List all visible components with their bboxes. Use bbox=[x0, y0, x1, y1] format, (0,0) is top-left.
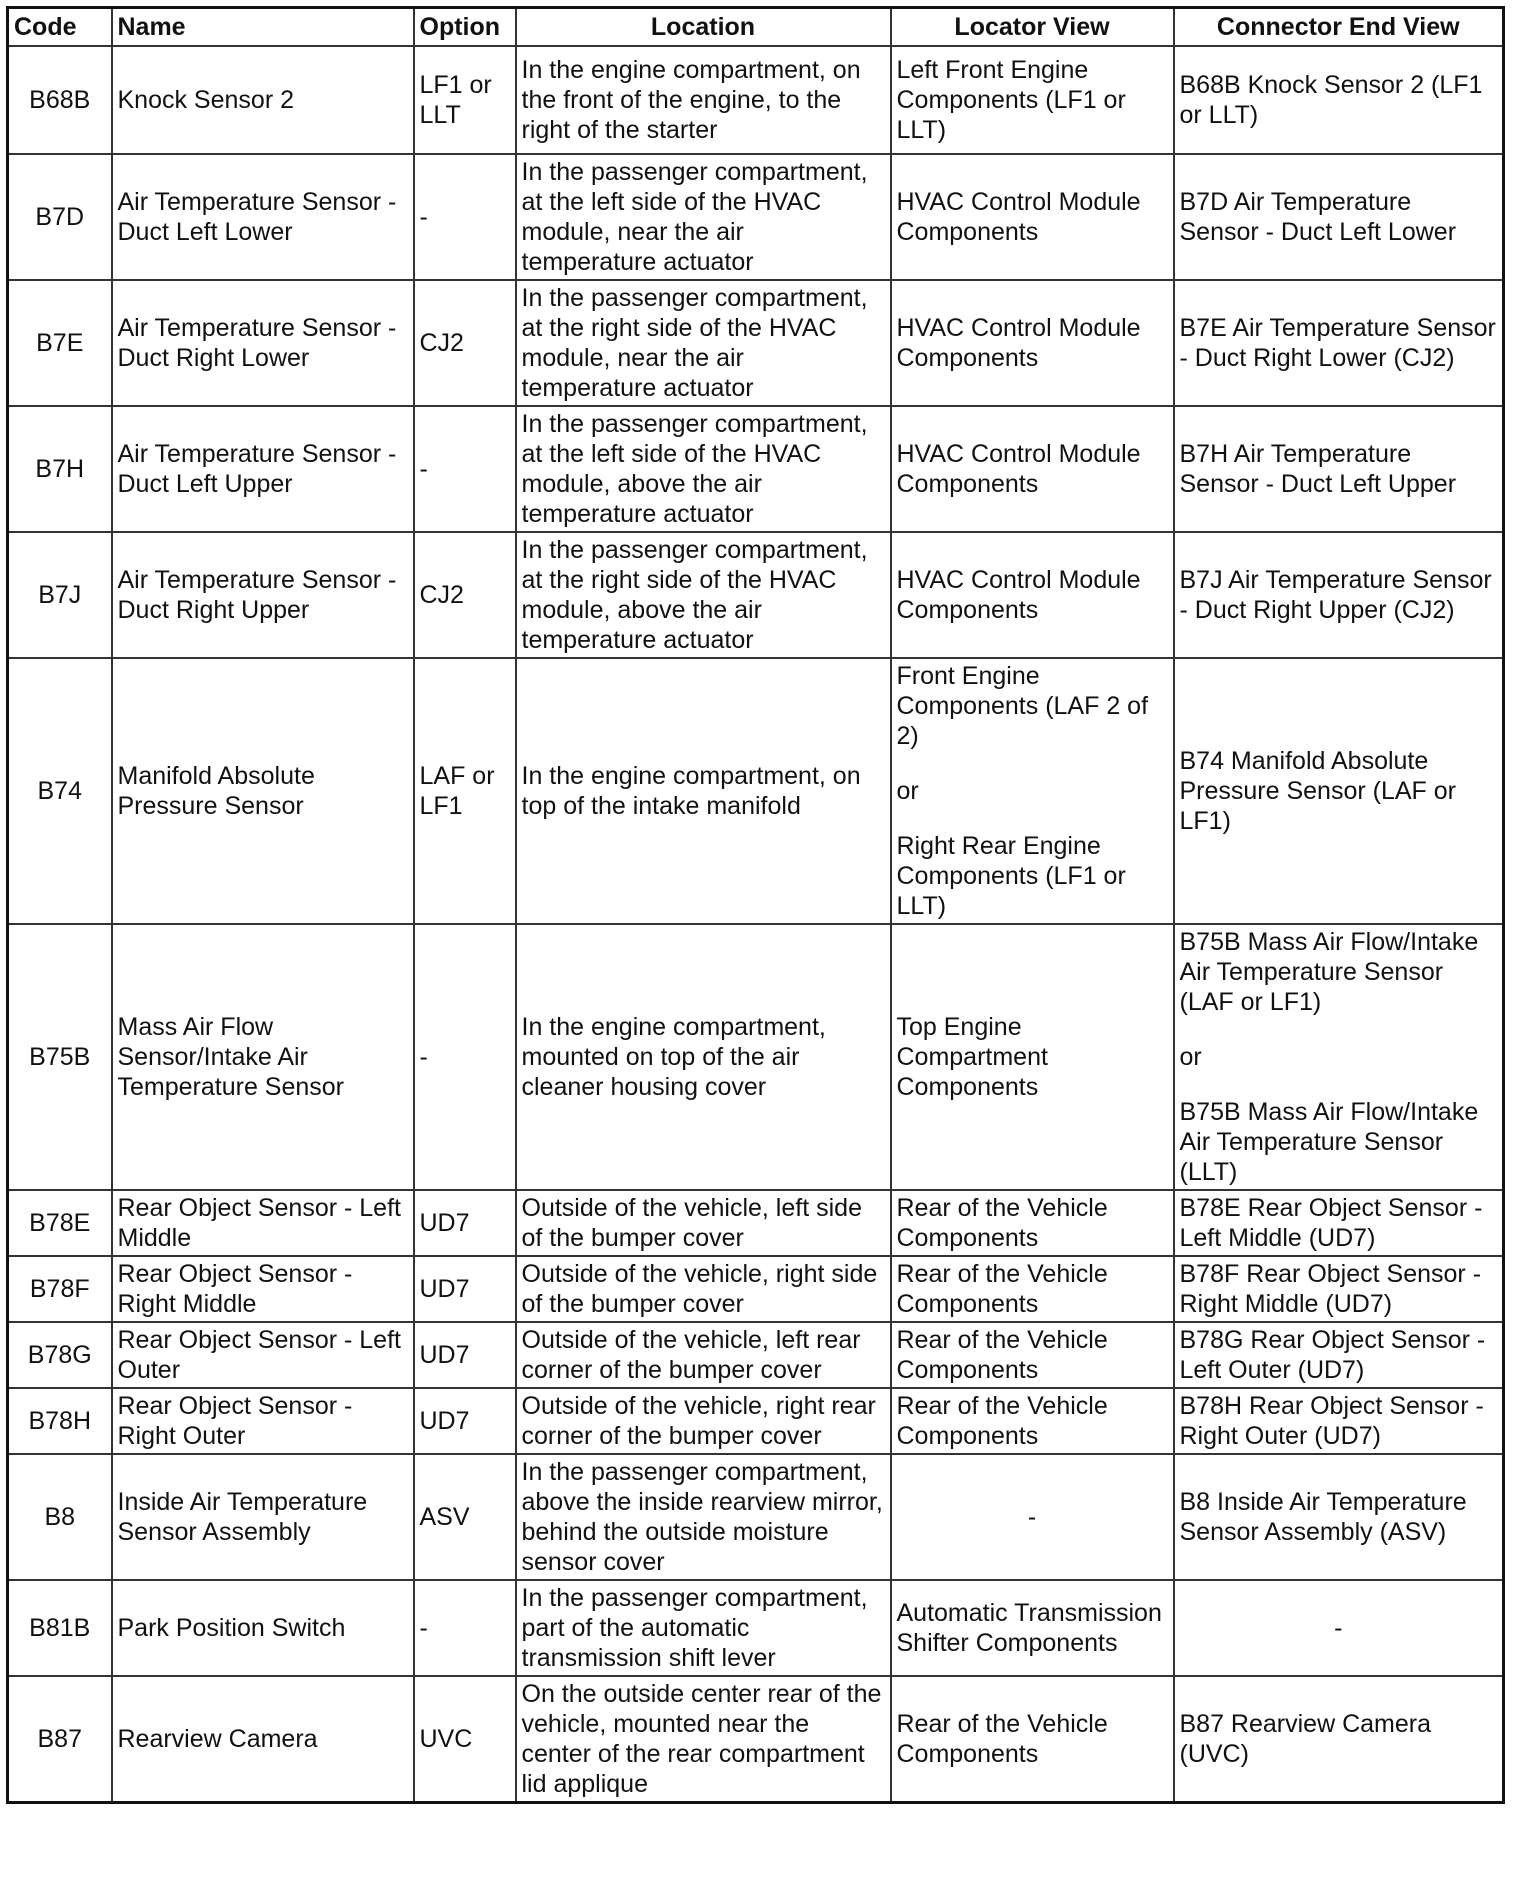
cell-location: Outside of the vehicle, left side of the bumper cover bbox=[516, 1190, 891, 1256]
cell-connector-end-view bbox=[1174, 1454, 1504, 1580]
cell-name: Manifold Absolute Pressure Sensor bbox=[112, 658, 414, 924]
cell-connector-end-view bbox=[1174, 154, 1504, 280]
cell-locator-view-line: Left Front Engine Components (LF1 or LLT) bbox=[896, 56, 1126, 144]
header-option: Option bbox=[414, 8, 516, 47]
cell-connector-end-view bbox=[1174, 406, 1504, 532]
header-locator-view: Locator View bbox=[891, 8, 1174, 47]
component-locator-table bbox=[6, 6, 1505, 1804]
cell-locator-view-line: Right Rear Engine Components (LF1 or LLT) bbox=[896, 832, 1126, 920]
table-row bbox=[8, 46, 1504, 154]
cell-code: B78H bbox=[8, 1388, 112, 1454]
paragraph-gap bbox=[1180, 1017, 1498, 1042]
cell-code: B8 bbox=[8, 1454, 112, 1580]
cell-locator-view bbox=[891, 1256, 1174, 1322]
cell-connector-end-view-line: B8 Inside Air Temperature Sensor Assembly (ASV) bbox=[1179, 1488, 1467, 1546]
cell-location: In the passenger compartment, part of the automatic transmission shift lever bbox=[516, 1580, 891, 1676]
cell-connector-end-view-line: B78F Rear Object Sensor - Right Middle (UD7) bbox=[1179, 1260, 1482, 1318]
cell-locator-view bbox=[891, 532, 1174, 658]
cell-connector-end-view bbox=[1174, 1190, 1504, 1256]
cell-locator-view-line: or bbox=[896, 777, 919, 805]
cell-code: B87 bbox=[8, 1676, 112, 1803]
header-code: Code bbox=[8, 8, 112, 47]
cell-connector-end-view bbox=[1174, 46, 1504, 154]
cell-connector-end-view-line: B75B Mass Air Flow/Intake Air Temperature Sensor (LAF or LF1) bbox=[1179, 928, 1479, 1016]
table-row bbox=[8, 1190, 1504, 1256]
cell-location: In the engine compartment, on top of the intake manifold bbox=[516, 658, 891, 924]
cell-option: - bbox=[414, 1580, 516, 1676]
cell-name: Knock Sensor 2 bbox=[112, 46, 414, 154]
cell-option: - bbox=[414, 154, 516, 280]
paragraph-gap bbox=[897, 806, 1168, 831]
cell-option: LF1 or LLT bbox=[414, 46, 516, 154]
cell-locator-view bbox=[891, 1322, 1174, 1388]
cell-code: B7H bbox=[8, 406, 112, 532]
cell-connector-end-view bbox=[1174, 532, 1504, 658]
cell-locator-view-line: Automatic Transmission Shifter Components bbox=[896, 1599, 1162, 1657]
cell-connector-end-view-line: B68B Knock Sensor 2 (LF1 or LLT) bbox=[1179, 71, 1483, 129]
cell-code: B7D bbox=[8, 154, 112, 280]
cell-locator-view-line: Rear of the Vehicle Components bbox=[896, 1710, 1108, 1768]
cell-locator-view-line: Rear of the Vehicle Components bbox=[896, 1260, 1108, 1318]
cell-name: Air Temperature Sensor - Duct Left Lower bbox=[112, 154, 414, 280]
cell-name: Rear Object Sensor - Left Middle bbox=[112, 1190, 414, 1256]
cell-location: On the outside center rear of the vehicle, mounted near the center of the rear compartment lid applique bbox=[516, 1676, 891, 1803]
cell-connector-end-view bbox=[1174, 1322, 1504, 1388]
cell-connector-end-view bbox=[1174, 280, 1504, 406]
cell-connector-end-view-line: B75B Mass Air Flow/Intake Air Temperature Sensor (LLT) bbox=[1179, 1098, 1479, 1186]
cell-location: Outside of the vehicle, right rear corner of the bumper cover bbox=[516, 1388, 891, 1454]
header-name: Name bbox=[112, 8, 414, 47]
table-row bbox=[8, 1388, 1504, 1454]
cell-name: Air Temperature Sensor - Duct Left Upper bbox=[112, 406, 414, 532]
table-row bbox=[8, 924, 1504, 1190]
cell-locator-view-line: HVAC Control Module Components bbox=[896, 188, 1141, 246]
table-row bbox=[8, 406, 1504, 532]
cell-connector-end-view-line: B78G Rear Object Sensor - Left Outer (UD7) bbox=[1179, 1326, 1486, 1384]
cell-locator-view-line: HVAC Control Module Components bbox=[896, 566, 1141, 624]
table-body bbox=[8, 46, 1504, 1803]
cell-connector-end-view bbox=[1174, 1388, 1504, 1454]
cell-option: UVC bbox=[414, 1676, 516, 1803]
cell-locator-view bbox=[891, 1190, 1174, 1256]
cell-location: In the engine compartment, on the front of the engine, to the right of the starter bbox=[516, 46, 891, 154]
cell-locator-view-line: Front Engine Components (LAF 2 of 2) bbox=[896, 662, 1149, 750]
cell-locator-view bbox=[891, 924, 1174, 1190]
table-row bbox=[8, 280, 1504, 406]
cell-locator-view-line: Rear of the Vehicle Components bbox=[896, 1326, 1108, 1384]
cell-location: Outside of the vehicle, left rear corner of the bumper cover bbox=[516, 1322, 891, 1388]
cell-locator-view bbox=[891, 1580, 1174, 1676]
cell-name: Rear Object Sensor - Right Middle bbox=[112, 1256, 414, 1322]
cell-connector-end-view-line: B74 Manifold Absolute Pressure Sensor (LAF or LF1) bbox=[1179, 747, 1456, 835]
cell-option: UD7 bbox=[414, 1190, 516, 1256]
cell-locator-view-line: HVAC Control Module Components bbox=[896, 440, 1141, 498]
cell-option: ASV bbox=[414, 1454, 516, 1580]
cell-name: Inside Air Temperature Sensor Assembly bbox=[112, 1454, 414, 1580]
cell-code: B78E bbox=[8, 1190, 112, 1256]
cell-connector-end-view-line: B78H Rear Object Sensor - Right Outer (UD7) bbox=[1179, 1392, 1484, 1450]
cell-location: In the passenger compartment, at the right side of the HVAC module, near the air temperature actuator bbox=[516, 280, 891, 406]
table-row bbox=[8, 1580, 1504, 1676]
paragraph-gap bbox=[897, 751, 1168, 776]
cell-locator-view bbox=[891, 154, 1174, 280]
cell-locator-view bbox=[891, 1454, 1174, 1580]
component-locator-table-wrapper bbox=[6, 6, 1502, 1804]
cell-locator-view-line: Top Engine Compartment Components bbox=[896, 1013, 1048, 1101]
cell-code: B74 bbox=[8, 658, 112, 924]
cell-locator-view bbox=[891, 46, 1174, 154]
cell-locator-view bbox=[891, 406, 1174, 532]
cell-option: CJ2 bbox=[414, 280, 516, 406]
cell-code: B75B bbox=[8, 924, 112, 1190]
cell-option: CJ2 bbox=[414, 532, 516, 658]
header-row bbox=[8, 8, 1504, 47]
table-row bbox=[8, 154, 1504, 280]
cell-connector-end-view-line: B7D Air Temperature Sensor - Duct Left Lower bbox=[1179, 188, 1457, 246]
cell-location: In the passenger compartment, above the inside rearview mirror, behind the outside moisture sensor cover bbox=[516, 1454, 891, 1580]
cell-location: Outside of the vehicle, right side of the bumper cover bbox=[516, 1256, 891, 1322]
cell-connector-end-view-line: B7H Air Temperature Sensor - Duct Left Upper bbox=[1179, 440, 1457, 498]
cell-connector-end-view-line: B7J Air Temperature Sensor - Duct Right Upper (CJ2) bbox=[1179, 566, 1492, 624]
cell-connector-end-view-line: B7E Air Temperature Sensor - Duct Right Lower (CJ2) bbox=[1179, 314, 1496, 372]
cell-connector-end-view bbox=[1174, 924, 1504, 1190]
cell-location: In the engine compartment, mounted on top of the air cleaner housing cover bbox=[516, 924, 891, 1190]
cell-name: Rearview Camera bbox=[112, 1676, 414, 1803]
cell-name: Park Position Switch bbox=[112, 1580, 414, 1676]
cell-option: UD7 bbox=[414, 1388, 516, 1454]
cell-code: B68B bbox=[8, 46, 112, 154]
cell-name: Air Temperature Sensor - Duct Right Upper bbox=[112, 532, 414, 658]
table-row bbox=[8, 1676, 1504, 1803]
cell-connector-end-view bbox=[1174, 658, 1504, 924]
cell-code: B78F bbox=[8, 1256, 112, 1322]
cell-option: UD7 bbox=[414, 1256, 516, 1322]
table-row bbox=[8, 658, 1504, 924]
cell-connector-end-view-line: or bbox=[1179, 1043, 1202, 1071]
cell-locator-view bbox=[891, 1388, 1174, 1454]
table-row bbox=[8, 1256, 1504, 1322]
header-connector-end-view: Connector End View bbox=[1174, 8, 1504, 47]
cell-connector-end-view bbox=[1174, 1676, 1504, 1803]
header-location: Location bbox=[516, 8, 891, 47]
cell-code: B7E bbox=[8, 280, 112, 406]
cell-locator-view-line: - bbox=[1027, 1503, 1037, 1531]
cell-connector-end-view-line: - bbox=[1334, 1614, 1343, 1642]
cell-name: Rear Object Sensor - Left Outer bbox=[112, 1322, 414, 1388]
cell-connector-end-view-line: B78E Rear Object Sensor - Left Middle (UD7) bbox=[1179, 1194, 1483, 1252]
table-row bbox=[8, 532, 1504, 658]
cell-locator-view bbox=[891, 280, 1174, 406]
cell-location: In the passenger compartment, at the left side of the HVAC module, near the air temperature actuator bbox=[516, 154, 891, 280]
cell-code: B78G bbox=[8, 1322, 112, 1388]
cell-connector-end-view-line: B87 Rearview Camera (UVC) bbox=[1179, 1710, 1431, 1768]
cell-connector-end-view bbox=[1174, 1256, 1504, 1322]
cell-name: Air Temperature Sensor - Duct Right Lower bbox=[112, 280, 414, 406]
cell-connector-end-view bbox=[1174, 1580, 1504, 1676]
cell-name: Rear Object Sensor - Right Outer bbox=[112, 1388, 414, 1454]
cell-locator-view-line: Rear of the Vehicle Components bbox=[896, 1194, 1108, 1252]
cell-name: Mass Air Flow Sensor/Intake Air Temperature Sensor bbox=[112, 924, 414, 1190]
cell-code: B7J bbox=[8, 532, 112, 658]
table-row bbox=[8, 1322, 1504, 1388]
cell-locator-view bbox=[891, 658, 1174, 924]
cell-code: B81B bbox=[8, 1580, 112, 1676]
cell-option: UD7 bbox=[414, 1322, 516, 1388]
cell-option: LAF or LF1 bbox=[414, 658, 516, 924]
cell-option: - bbox=[414, 406, 516, 532]
cell-locator-view-line: Rear of the Vehicle Components bbox=[896, 1392, 1108, 1450]
cell-location: In the passenger compartment, at the right side of the HVAC module, above the air temperature actuator bbox=[516, 532, 891, 658]
cell-option: - bbox=[414, 924, 516, 1190]
cell-location: In the passenger compartment, at the left side of the HVAC module, above the air temperature actuator bbox=[516, 406, 891, 532]
cell-locator-view bbox=[891, 1676, 1174, 1803]
table-row bbox=[8, 1454, 1504, 1580]
cell-locator-view-line: HVAC Control Module Components bbox=[896, 314, 1141, 372]
paragraph-gap bbox=[1180, 1072, 1498, 1097]
